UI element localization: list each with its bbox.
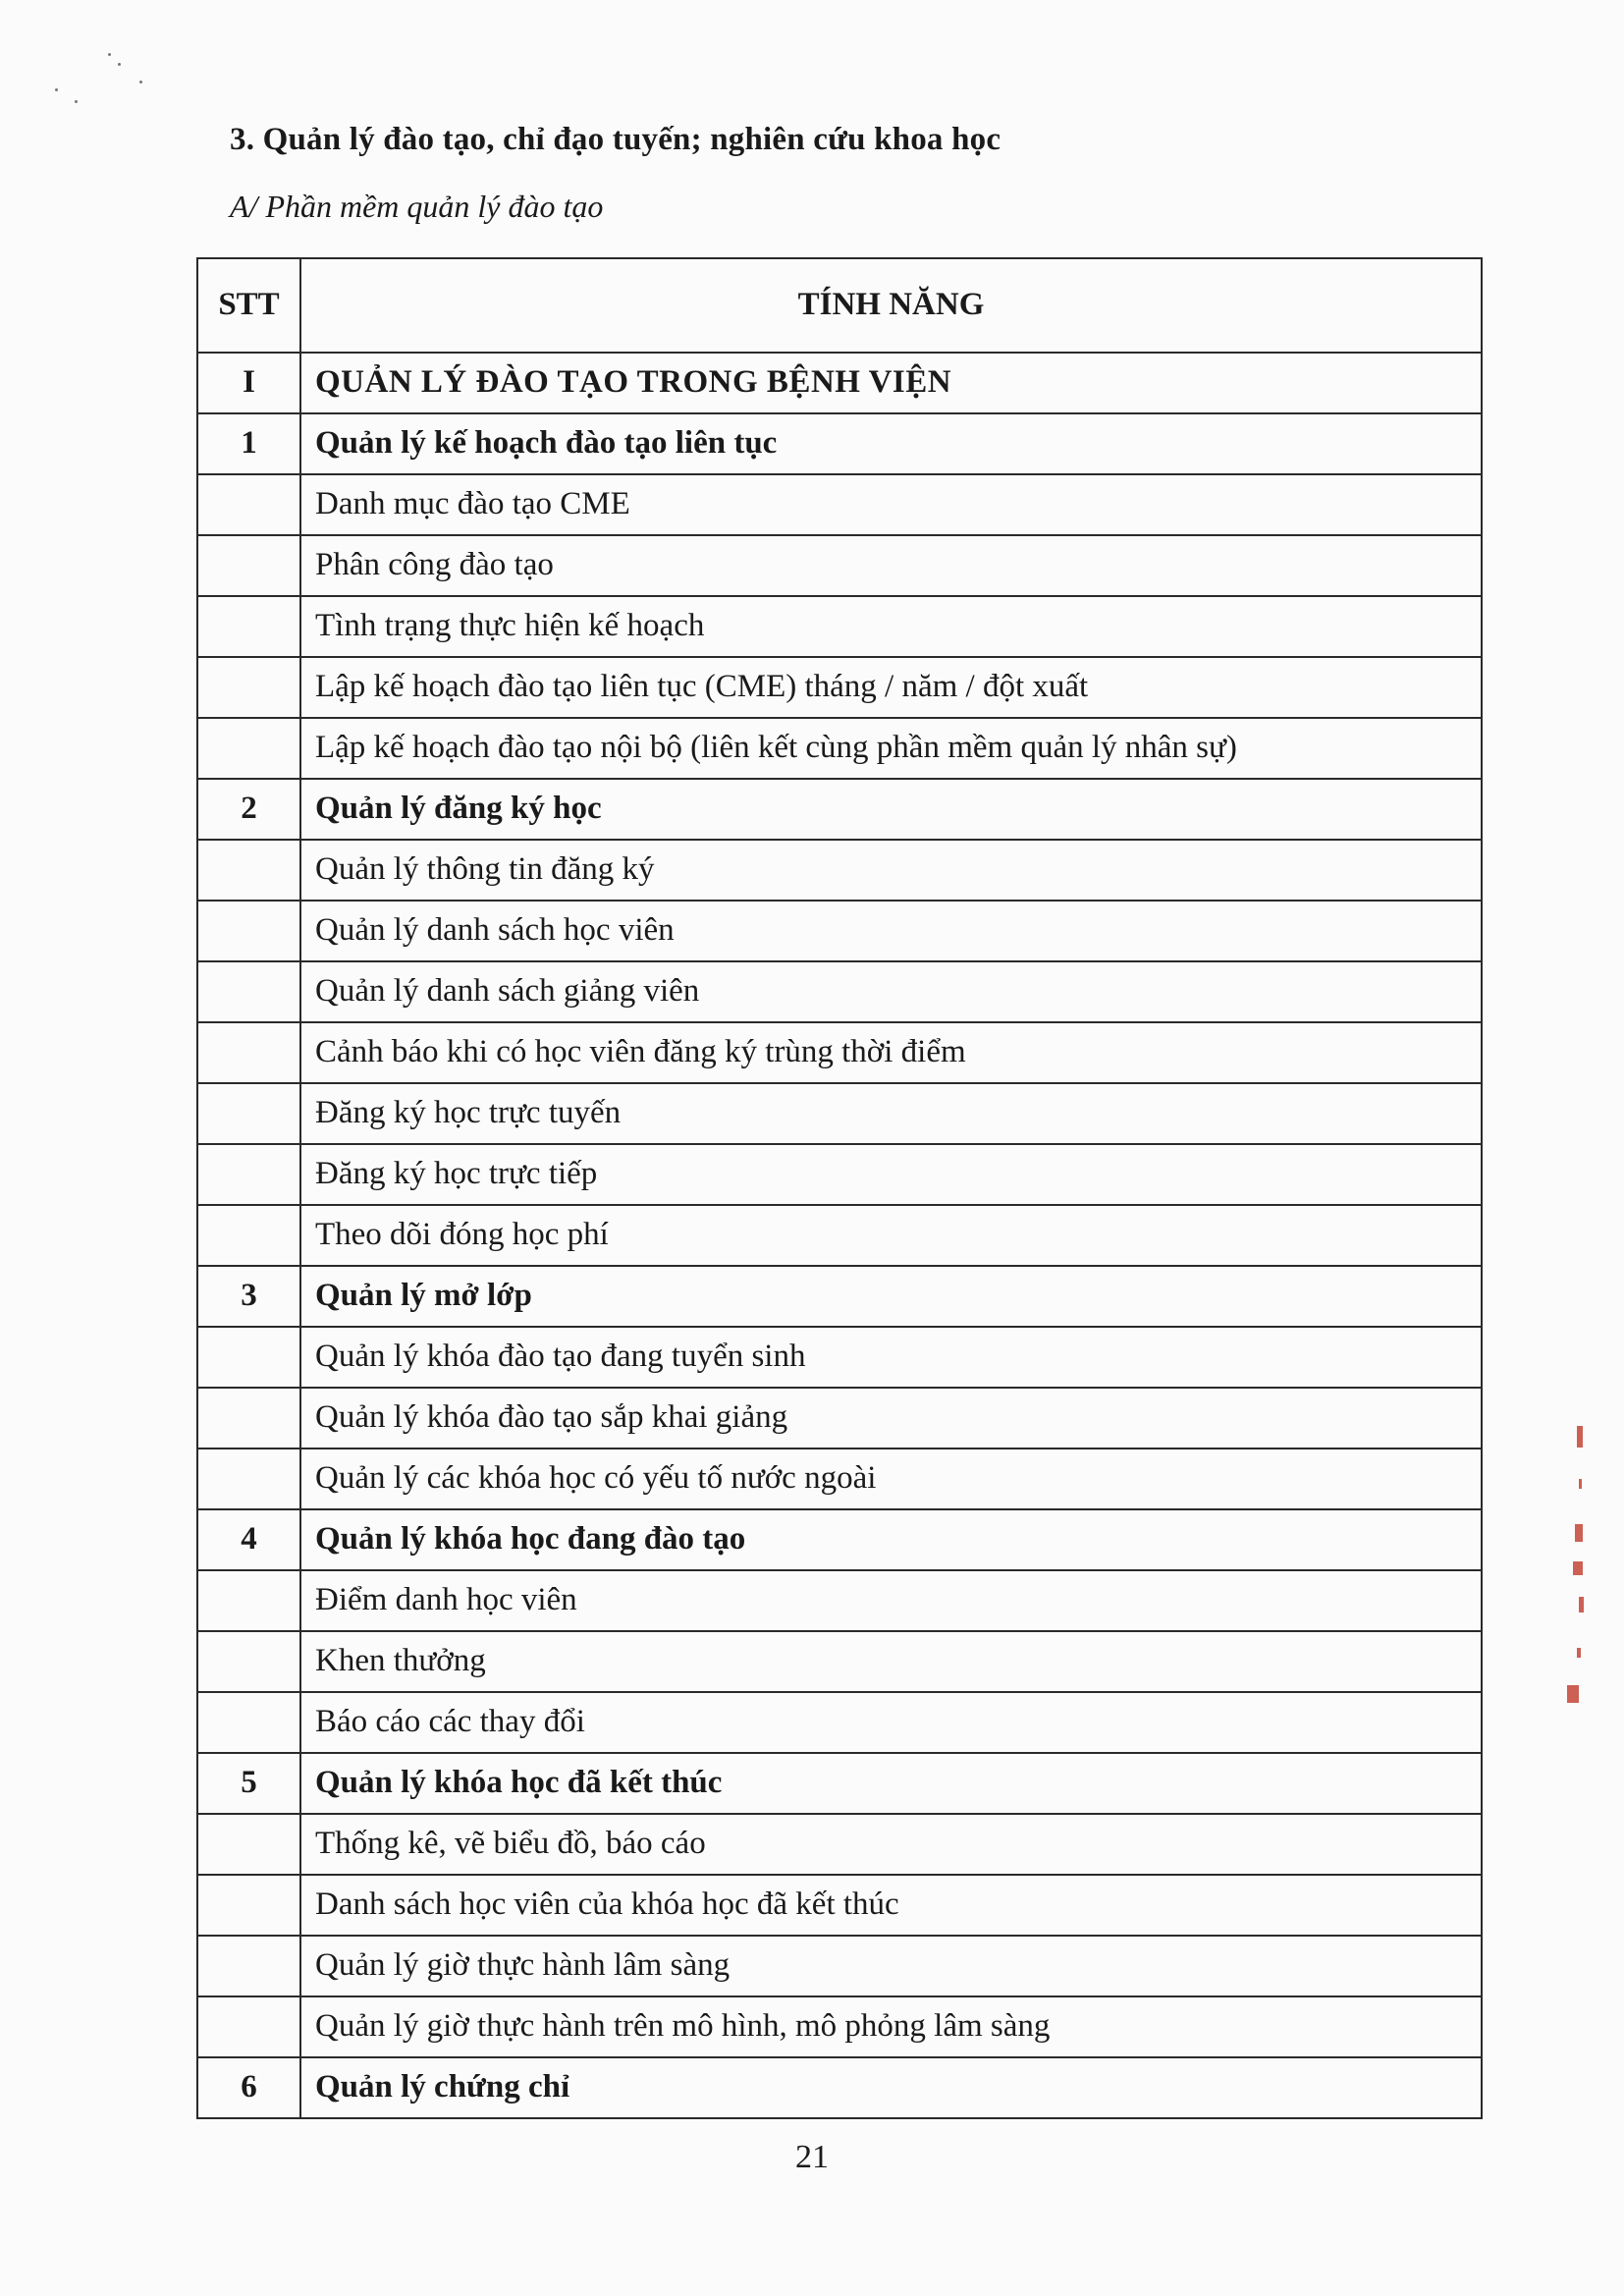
- row-stt: [197, 1327, 300, 1388]
- row-stt: [197, 961, 300, 1022]
- row-stt: [197, 840, 300, 901]
- table-row: [197, 1205, 1482, 1266]
- header-feature: TÍNH NĂNG: [300, 258, 1482, 353]
- row-feature: Điểm danh học viên: [300, 1570, 1482, 1631]
- header-stt: STT: [197, 258, 300, 353]
- table-row: [197, 1631, 1482, 1692]
- row-feature: Quản lý thông tin đăng ký: [300, 840, 1482, 901]
- row-stt: 3: [197, 1266, 300, 1327]
- row-stt: [197, 1996, 300, 2057]
- margin-stamp-marks: [1561, 1424, 1591, 1719]
- scan-marks: [49, 49, 157, 118]
- table-row: [197, 2057, 1482, 2118]
- row-stt: [197, 1936, 300, 1996]
- features-table: [196, 257, 1483, 2119]
- row-stt: [197, 1205, 300, 1266]
- table-row: [197, 1875, 1482, 1936]
- table-row: [197, 779, 1482, 840]
- row-feature: Quản lý khóa đào tạo đang tuyển sinh: [300, 1327, 1482, 1388]
- row-feature: Danh sách học viên của khóa học đã kết thúc: [300, 1875, 1482, 1936]
- table-row: [197, 1327, 1482, 1388]
- row-stt: [197, 1388, 300, 1449]
- row-stt: [197, 901, 300, 961]
- row-feature: Lập kế hoạch đào tạo nội bộ (liên kết cùng phần mềm quản lý nhân sự): [300, 718, 1482, 779]
- row-stt: 1: [197, 413, 300, 474]
- table-row: [197, 961, 1482, 1022]
- table-row: [197, 535, 1482, 596]
- row-stt: [197, 657, 300, 718]
- table-row: [197, 840, 1482, 901]
- row-feature: Thống kê, vẽ biểu đồ, báo cáo: [300, 1814, 1482, 1875]
- table-row: [197, 1083, 1482, 1144]
- row-stt: [197, 1570, 300, 1631]
- row-feature: Danh mục đào tạo CME: [300, 474, 1482, 535]
- row-stt: [197, 474, 300, 535]
- sub-title: A/ Phần mềm quản lý đào tạo: [230, 189, 604, 224]
- row-feature: Quản lý khóa học đang đào tạo: [300, 1509, 1482, 1570]
- row-feature: Quản lý mở lớp: [300, 1266, 1482, 1327]
- row-feature: Đăng ký học trực tuyến: [300, 1083, 1482, 1144]
- row-feature: Phân công đào tạo: [300, 535, 1482, 596]
- row-feature: Quản lý khóa học đã kết thúc: [300, 1753, 1482, 1814]
- table-row: [197, 1692, 1482, 1753]
- row-feature: Quản lý khóa đào tạo sắp khai giảng: [300, 1388, 1482, 1449]
- table-row: [197, 901, 1482, 961]
- row-stt: [197, 1449, 300, 1509]
- row-stt: 2: [197, 779, 300, 840]
- table-row: [197, 718, 1482, 779]
- table-row: [197, 1936, 1482, 1996]
- row-stt: [197, 1144, 300, 1205]
- row-stt: 6: [197, 2057, 300, 2118]
- table-row: [197, 1144, 1482, 1205]
- row-feature: Tình trạng thực hiện kế hoạch: [300, 596, 1482, 657]
- row-feature: Cảnh báo khi có học viên đăng ký trùng thời điểm: [300, 1022, 1482, 1083]
- row-feature: Đăng ký học trực tiếp: [300, 1144, 1482, 1205]
- table-row: [197, 1509, 1482, 1570]
- row-stt: [197, 1631, 300, 1692]
- row-stt: I: [197, 353, 300, 413]
- table-row: [197, 413, 1482, 474]
- table-row: [197, 1996, 1482, 2057]
- row-feature: Quản lý kế hoạch đào tạo liên tục: [300, 413, 1482, 474]
- row-feature: Quản lý giờ thực hành lâm sàng: [300, 1936, 1482, 1996]
- row-stt: [197, 1022, 300, 1083]
- row-feature: Quản lý chứng chỉ: [300, 2057, 1482, 2118]
- table-row: [197, 1022, 1482, 1083]
- row-stt: [197, 1814, 300, 1875]
- table-row: [197, 1570, 1482, 1631]
- section-title: 3. Quản lý đào tạo, chỉ đạo tuyến; nghiên cứu khoa học: [230, 122, 1001, 157]
- table-row: [197, 1449, 1482, 1509]
- table-row: [197, 474, 1482, 535]
- table-row: [197, 1266, 1482, 1327]
- row-feature: Quản lý giờ thực hành trên mô hình, mô phỏng lâm sàng: [300, 1996, 1482, 2057]
- table-row: [197, 1753, 1482, 1814]
- row-feature: Khen thưởng: [300, 1631, 1482, 1692]
- row-stt: [197, 1083, 300, 1144]
- row-feature: Báo cáo các thay đổi: [300, 1692, 1482, 1753]
- table-row: [197, 1814, 1482, 1875]
- row-feature: Quản lý các khóa học có yếu tố nước ngoài: [300, 1449, 1482, 1509]
- row-stt: 4: [197, 1509, 300, 1570]
- row-feature: QUẢN LÝ ĐÀO TẠO TRONG BỆNH VIỆN: [300, 353, 1482, 413]
- page-number: 21: [795, 2139, 829, 2175]
- row-feature: Quản lý danh sách giảng viên: [300, 961, 1482, 1022]
- table-header-row: [197, 258, 1482, 353]
- row-feature: Theo dõi đóng học phí: [300, 1205, 1482, 1266]
- table-row: [197, 657, 1482, 718]
- table-row: [197, 596, 1482, 657]
- row-stt: [197, 1692, 300, 1753]
- row-stt: [197, 535, 300, 596]
- row-stt: 5: [197, 1753, 300, 1814]
- row-feature: Quản lý đăng ký học: [300, 779, 1482, 840]
- table-row: [197, 353, 1482, 413]
- row-feature: Lập kế hoạch đào tạo liên tục (CME) tháng / năm / đột xuất: [300, 657, 1482, 718]
- row-stt: [197, 718, 300, 779]
- row-stt: [197, 596, 300, 657]
- table-body: [197, 353, 1482, 2118]
- row-feature: Quản lý danh sách học viên: [300, 901, 1482, 961]
- row-stt: [197, 1875, 300, 1936]
- table-row: [197, 1388, 1482, 1449]
